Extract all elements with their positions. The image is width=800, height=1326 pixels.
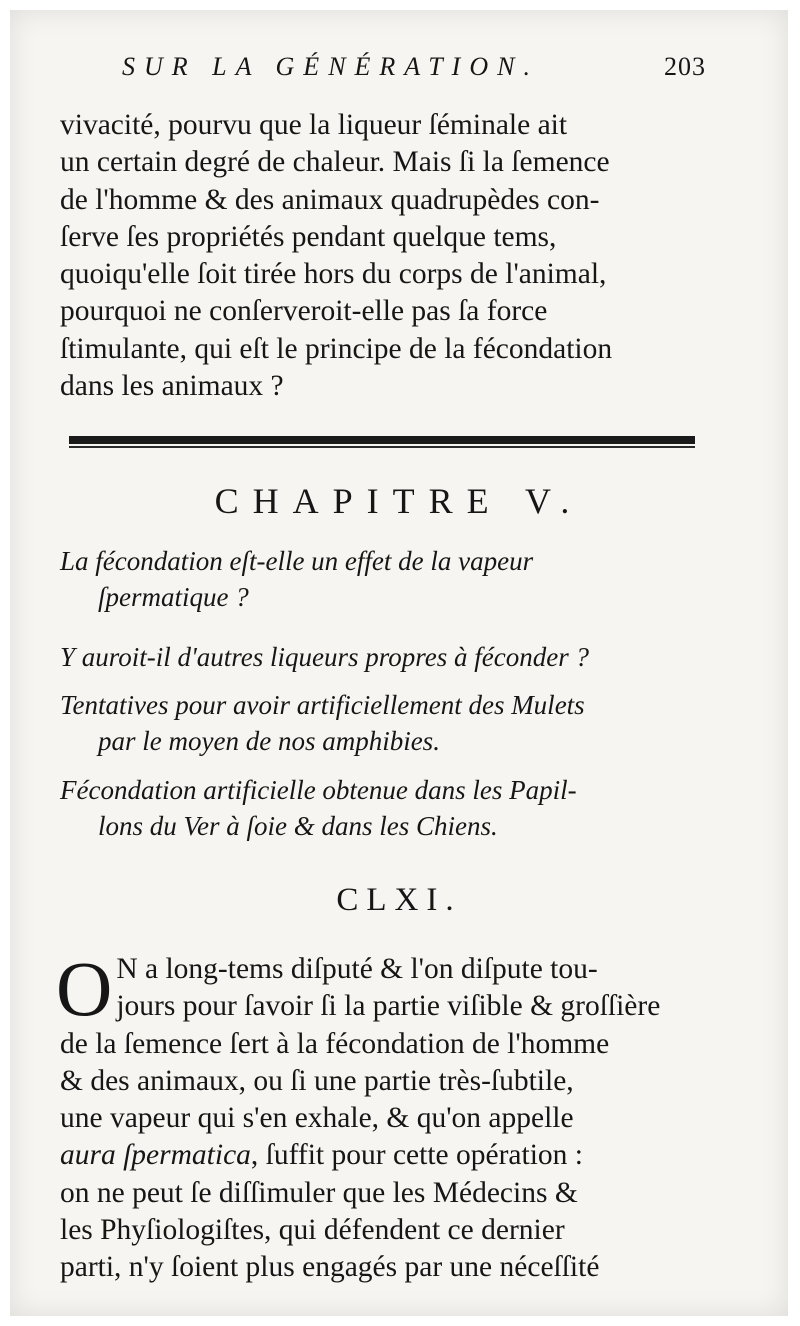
paragraph-continued [60,107,700,405]
text-line: jours pour ſavoir ſi la partie viſible & groſſière [116,990,661,1023]
summary-item [60,772,577,844]
summary-line: ſpermatique ? [98,582,249,612]
chapter-heading: CHAPITRE V. [214,481,584,521]
italic-term: aura ſpermatica [60,1139,251,1172]
text-line: N a long-tems diſputé & l'on diſpute tou- [116,953,598,985]
text-line: quoiqu'elle ſoit tirée hors du corps de l'animal, [60,258,607,291]
running-header [122,52,706,92]
ornamental-rule [69,436,695,444]
text-line: ſtimulante, qui eſt le principe de la fécondation [60,332,613,365]
text-line: un certain degré de chaleur. Mais ſi la ſemence [60,146,610,179]
text-line: dans les animaux ? [60,370,284,403]
text-line: on ne peut ſe diſſimuler que les Médecins & [60,1176,578,1209]
text-line: ſerve ſes propriétés pendant quelque tems, [60,220,557,253]
summary-item [60,639,589,675]
summary-line: lons du Ver à ſoie & dans les Chiens. [98,811,498,841]
text-line: pourquoi ne conſerveroit-elle pas ſa force [60,295,548,328]
running-title: SUR LA GÉNÉRATION. [122,52,539,81]
paragraph-main [56,945,700,1287]
text-fragment: , ſuffit pour cette opération : [250,1139,583,1172]
text-line [60,1137,700,1174]
summary-item [60,543,533,615]
summary-line: Y auroit-il d'autres liqueurs propres à féconder ? [60,642,590,672]
book-page [10,10,788,1316]
text-line: les Phyſiologiſtes, qui défendent ce dernier [60,1214,565,1247]
summary-line: La fécondation eſt-elle un effet de la vapeur [60,546,534,576]
page-number: 203 [664,52,706,81]
ornamental-rule-thin [69,446,695,448]
drop-capital: O [56,945,113,1032]
text-line: une vapeur qui s'en exhale, & qu'on appelle [60,1102,574,1135]
text-line: vivacité, pourvu que la liqueur ſéminale ait [60,109,568,141]
text-line: de l'homme & des animaux quadrupèdes con- [60,183,600,216]
summary-line: par le moyen de nos amphibies. [98,726,440,756]
summary-line: Tentatives pour avoir artificiellement des Mulets [60,690,585,720]
text-line: & des animaux, ou ſi une partie très-ſubtile, [60,1064,574,1097]
summary-item [60,687,585,759]
section-heading: CLXI. [336,882,462,918]
text-line: parti, n'y ſoient plus engagés par une néceſſité [60,1251,600,1284]
summary-line: Fécondation artificielle obtenue dans les Papil- [60,775,577,805]
text-line: de la ſemence ſert à la fécondation de l'homme [60,1027,610,1060]
